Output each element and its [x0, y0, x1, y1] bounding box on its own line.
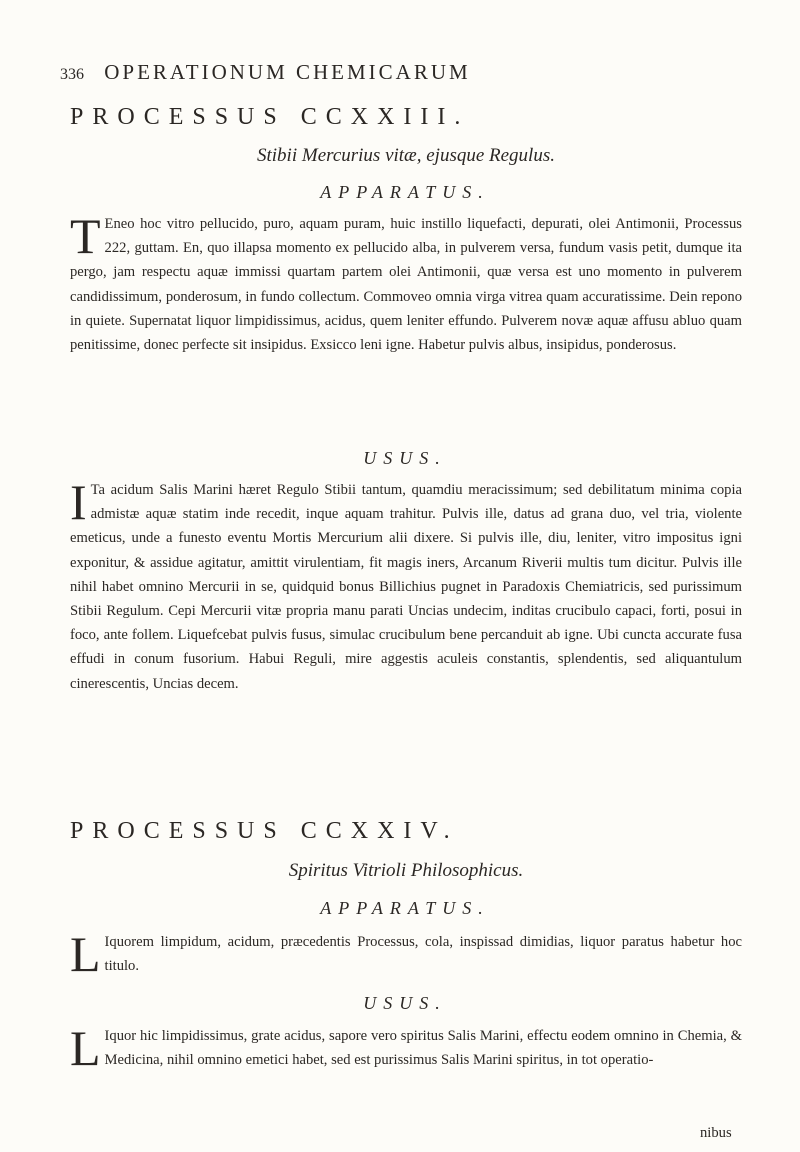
paragraph-body: Iquorem limpidum, acidum, præcedentis Processus, cola, inspissad dimidias, liquor paratus habetur hoc titulo.: [104, 934, 742, 975]
processus-224-apparatus-text: [70, 926, 742, 982]
paragraph-body: Eneo hoc vitro pellucido, puro, aquam puram, huic instillo liquefacti, depurati, olei Antimonii, Processus 222, guttam. En, quo illapsa momento ex pellucido alba, in pulverem versa, fundum vasis petit, dumque ita pergo, jam respectu aquæ immissi quartam partem olei Antimonii, quæ versa est uno momento in pulverem candidissimum, ponderosum, in fundo collectum. Commoveo omnia virga vitrea quam accuratissime. Dein repono in quiete. Supernatat liquor limpidissimus, acidus, quem leniter effundo. Pulverem novæ aquæ affusu abluo quam penitissime, donec perfecte sit insipidus. Exsicco leni igne. Habetur pulvis albus, insipidus, ponderosus.: [70, 216, 742, 354]
dropcap: I: [70, 474, 87, 530]
paragraph-body: Ta acidum Salis Marini hæret Regulo Stibii tantum, quamdiu meracissimum; sed debilitatum minima copia admistæ aquæ statim inde recedit, inque aquam trahitur. Pulvis ille, datus ad grana duo, vel tria, violente emeticus, unde a funesto eventu Mortis Mercurium alii dixere. Si pulvis ille, diu, leniter, vitro impositus igni exponitur, & assidue agitatur, amittit virulentiam, fit magis iners, Arcanum Riverii multis tum dicitur. Pulvis ille nihil habet omnino Mercurii in se, quidquid bonus Billichius pugnet in Paradoxis Chemiatricis, sed purissimum Stibii Regulum. Cepi Mercurii vitæ propria manu parati Uncias undecim, inditas crucibulo capaci, forti, posui in foco, ante follem. Liquefcebat pulvis fusus, simulac crucibulum bene percanduit ab igne. Ubi cuncta accurate fusa effudi in conum fusorium. Habui Reguli, mire aggestis aculeis constantis, splendentis, sed aliquantulum cinerescentis, Uncias decem.: [70, 482, 742, 692]
processus-224-apparatus-heading: APPARATUS.: [320, 898, 490, 918]
processus-224-heading: PROCESSUS CCXXIV.: [70, 818, 459, 844]
processus-223-usus-heading: USUS.: [363, 448, 447, 468]
processus-224-usus-heading: USUS.: [363, 993, 447, 1013]
processus-223-heading: PROCESSUS CCXXIII.: [70, 104, 470, 130]
processus-224-usus-text: [70, 1020, 742, 1076]
running-head: [60, 60, 740, 85]
page-number: 336: [60, 66, 84, 83]
catchword: nibus: [700, 1125, 732, 1141]
paragraph-body: Iquor hic limpidissimus, grate acidus, sapore vero spiritus Salis Marini, effectu eodem omnino in Chemia, & Medicina, nihil omnino emetici habet, sed est purissimus Salis Marini spiritus, in tot operatio-: [104, 1028, 742, 1069]
processus-223-subtitle: Stibii Mercurius vitæ, ejusque Regulus.: [257, 145, 555, 166]
processus-223-apparatus-text: [70, 208, 742, 357]
processus-224-subtitle: Spiritus Vitrioli Philosophicus.: [288, 860, 524, 881]
dropcap: T: [70, 208, 101, 264]
processus-223-apparatus-heading: APPARATUS.: [320, 182, 490, 202]
processus-223-usus-text: [70, 474, 742, 696]
dropcap: L: [70, 1020, 101, 1076]
dropcap: L: [70, 926, 101, 982]
running-title: OPERATIONUM CHEMICARUM: [104, 60, 471, 84]
